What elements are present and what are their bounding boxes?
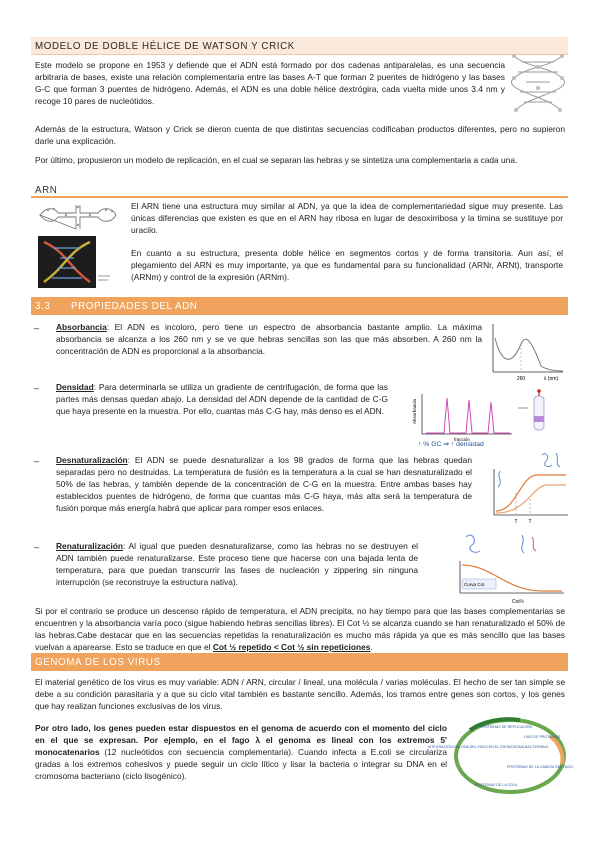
melt-tick-2: T xyxy=(528,519,532,525)
renat-box-label: Curva Cot xyxy=(464,582,485,587)
closing-end: . xyxy=(370,641,373,652)
section-title: ARN xyxy=(35,185,58,196)
densidad-text: : Para determinarla se utiliza un gradiente de centrifugación, de forma que las partes más densas quedan abajo. La densidad del ADN depende de la cantidad de C-G que haya presente en la muestra. Por ello, cuantas más C-G hay, más denso es el ADN. xyxy=(56,382,388,416)
bullet-dash: – xyxy=(34,542,40,552)
dens-x-label: fracción xyxy=(454,437,470,442)
dens-y-label: Absorbancia xyxy=(412,398,417,424)
phage-lambda-genome-diagram xyxy=(427,716,573,798)
section-header-virus xyxy=(31,653,568,671)
paragraph-virus-2 xyxy=(35,723,447,783)
melt-tick-1: T xyxy=(514,519,518,525)
paragraph-renaturalizacion xyxy=(56,541,418,589)
section-title: PROPIEDADES DEL ADN xyxy=(71,301,198,312)
virus-p2-emphasis: Por otro lado, los genes pueden estar dispuestos en el genoma de acuerdo con el momento del ciclo en el que se expresan. Por ejemplo, en el fago λ el genoma es lineal con los extremos 5' monocatenarios xyxy=(35,723,447,757)
renat-text: : Al igual que pueden desnaturalizarse, como las hebras no se destruyen el ADN también puede renaturalizarse. Este proceso tiene que hacerse con una bajada lenta de temperatura, para que puedan transcurrir las fases de nucleación y zippering sin ninguna interrupción (se reconstruye la estructura nativa). xyxy=(56,541,418,587)
paragraph-absorbancia xyxy=(56,322,482,358)
virus-p2-rest: (12 nucleótidos con secuencia complementaria). Cuando infecta a E.coli se circulariza gradas a los extremos cohesivos y puede seguir un ciclo lítico y lisar la bacteria o integrar su DNA en el cromosoma bacteriano (ciclo lisogénico). xyxy=(35,746,447,781)
phage-label-integracion: INTEGRACIÓN DEL DNA DEL FAGO EN EL CROMOSOMA BACTERIANO xyxy=(427,745,549,749)
section-title: GENOMA DE LOS VIRUS xyxy=(35,657,161,668)
bullet-dash: – xyxy=(34,456,40,466)
phage-label-cola: PROTEÍNAS DE LA COLA xyxy=(474,783,518,787)
absorbancia-text: : El ADN es incoloro, pero tiene un espectro de absorbancia bastante amplio. La máxima absorbancia se alcanza a los 260 nm y se ve que hebras sencillas son las que más absorben. A 260 nm la concentración de ADN es proporcional a la absorbancia. xyxy=(56,322,482,356)
rna-molecule-image xyxy=(38,236,118,288)
section-title: MODELO DE DOBLE HÉLICE DE WATSON Y CRICK xyxy=(35,41,295,52)
density-caption: ↑ % GC ⇒ ↑ densidad xyxy=(418,441,484,448)
bullet-dash: – xyxy=(34,323,40,333)
paragraph-arn-2: En cuanto a su estructura, presenta doble hélice en segmentos cortos y de forma transitoria. Aun así, el plegamiento del ARN es muy importante, ya que es fundamental para su funcionalidad (ARNr, ARNt), transporte (ARNm) y control de la expresión (ARNm). xyxy=(131,248,563,282)
cot-comparison: Cot ½ repetido < Cot ½ sin repeticiones xyxy=(212,641,371,652)
absorbance-spectrum-chart xyxy=(487,320,567,386)
paragraph-watson-3: Por último, propusieron un modelo de replicación, en el cual se separan las hebras y se sintetiza una complementaria a cada una. xyxy=(35,155,518,165)
section-header-arn xyxy=(31,181,568,198)
paragraph-desnaturalizacion xyxy=(56,455,472,515)
paragraph-watson-1: Este modelo se propone en 1953 y defiende que el ADN está formado por dos cadenas antiparalelas, es una secuencia arbitraria de bases, existe una relación complementaria entre las bases A-T que forman 2 puentes de hidrógeno y las bases G-C que forman 3 puentes de hidrógeno. Además, el ADN es una doble hélice dextrógira, cada vuelta mide unos 3.4 nm y recoge 10 pares de nucleótidos. xyxy=(35,60,505,106)
renaturation-cot-chart xyxy=(452,531,568,607)
phage-label-replicacion: PROTEÍNAS DE REPLICACIÓN xyxy=(479,725,533,729)
paragraph-virus-1: El material genético de los virus es muy variable: ADN / ARN, circular / lineal, una molécula / varias moléculas. El hecho de ser tan simple se debe a su condición parasitaria y a que su ciclo vital también es bastante sencillo. Además, los tramos entre genes son cortos, y los genes que hay realizan funciones exclusivas de los virus. xyxy=(35,677,565,711)
trna-cloverleaf-diagram xyxy=(36,201,128,233)
desnat-text: : El ADN se puede desnaturalizar a los 98 grados de forma que las hebras quedan separadas pero no destruidas. La temperatura de fusión es la temperatura a la cual se han desnaturalizado el 50% de las hebras, y también depende de la concentración de C-G en la muestra. Entre ambas bases hay establecidos puentes de hidrógeno, de forma que cuantas más C-G haya, más alta será la temperatura de fusión porque más energía habrá que aplicar para romper esos enlaces. xyxy=(56,455,472,513)
section-header-propiedades xyxy=(31,297,568,315)
term-absorbancia: Absorbancia xyxy=(56,322,107,332)
closing-text: Si por el contrario se produce un descenso rápido de temperatura, el ADN precipita, no hay tiempo para que las bases complementarias se encuentren y la absorbancia varía poco (sigue habiendo hebras sencillas libres). El Cot ½ se alcanza cuando se han renaturalizado el 50% de las hebras.Cabe destacar que en las secuencias repetidas la renaturalización es mucho más rápida ya que es más sencillo que las bases vuelvan a aparearse. Esto se traduce en que el xyxy=(35,606,565,652)
dna-double-helix-image xyxy=(508,52,568,114)
phage-label-cabeza: PROTEÍNAS DE LA CABEZA DEL FAGO xyxy=(507,765,573,769)
section-number: 3.3 xyxy=(35,301,51,312)
term-densidad: Densidad xyxy=(56,382,94,392)
term-renaturalizacion: Renaturalización xyxy=(56,541,124,551)
melting-curve-chart xyxy=(486,449,570,529)
phage-label-lisis: LISIS DE PROTEÍNAS xyxy=(523,735,561,739)
paragraph-densidad xyxy=(56,382,388,418)
paragraph-arn-1: El ARN tiene una estructura muy similar al ADN, ya que la idea de complementariedad sigue muy presente. Las únicas diferencias que existen es que en el ARN hay ribosa en lugar de desoxirribosa y la timina se sustituye por uracilo. xyxy=(131,201,563,235)
term-desnaturalizacion: Desnaturalización xyxy=(56,455,128,465)
paragraph-cot-closing xyxy=(35,606,565,654)
bullet-dash: – xyxy=(34,383,40,393)
paragraph-watson-2: Además de la estructura, Watson y Crick se dieron cuenta de que distintas secuencias codificaban productos diferentes, pero no supieron darle una explicación. xyxy=(35,124,565,146)
section-header-watson-crick xyxy=(31,37,568,55)
renat-x-label: Cot½ xyxy=(512,599,524,605)
abs-tick-260: 260 xyxy=(516,376,526,382)
abs-axis-x-label: λ (nm) xyxy=(543,376,559,382)
